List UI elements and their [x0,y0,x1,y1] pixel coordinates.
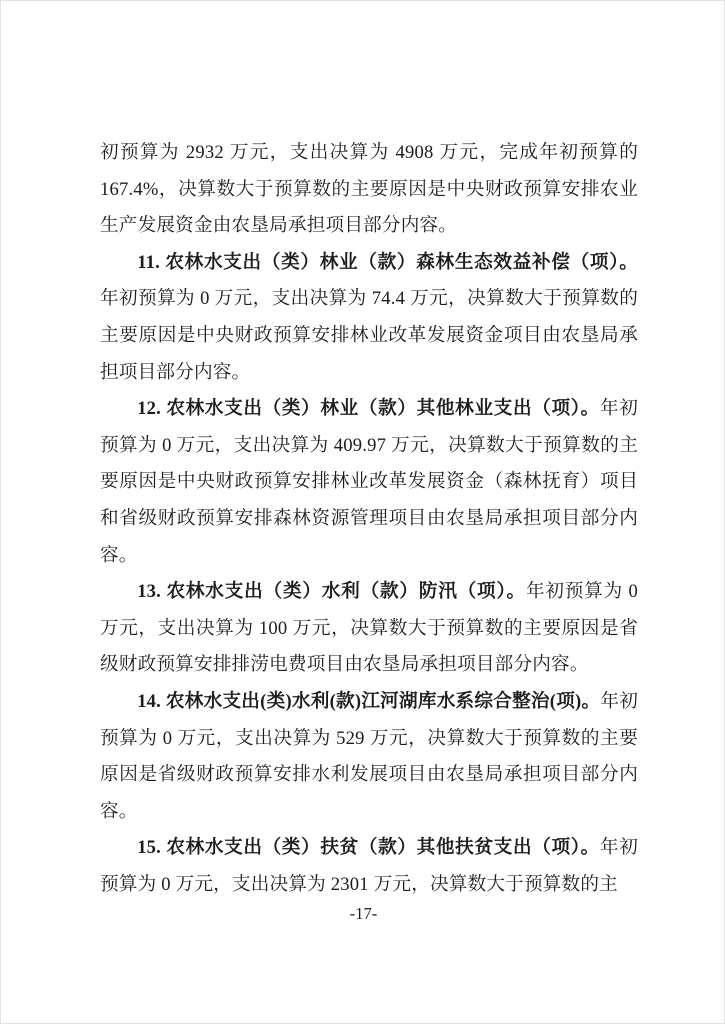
paragraph-heading: 13. 农林水支出（类）水利（款）防汛（项）。 [137,581,526,603]
paragraph-text: 年初预算为 0 万元，支出决算为 409.97 万元，决算数大于预算数的主要原因是中央财政预算安排林业改革发展资金（森林抚育）项目和省级财政预算安排森林资源管理项目由农垦局承担项目部分内容。 [100,398,638,566]
paragraph-text: 年初预算为 0 万元，支出决算为 2301 万元，决算数大于预算数的主 [100,837,638,895]
paragraph-14 [100,684,638,830]
paragraph-heading: 12. 农林水支出（类）林业（款）其他林业支出（项）。 [137,398,600,420]
paragraph-text: 年初预算为 0 万元，支出决算为 100 万元，决算数大于预算数的主要原因是省级财政预算安排排涝电费项目由农垦局承担项目部分内容。 [100,581,638,676]
paragraph-10-continuation [100,135,638,245]
paragraph-heading: 11. 农林水支出（类）林业（款）森林生态效益补偿（项）。 [137,251,638,273]
paragraph-heading: 15. 农林水支出（类）扶贫（款）其他扶贫支出（项）。 [137,837,600,859]
paragraph-11 [100,245,638,391]
page-number: -17- [349,904,378,923]
paragraph-12 [100,391,638,574]
paragraph-heading: 14. 农林水支出(类)水利(款)江河湖库水系综合整治(项)。 [137,690,601,712]
paragraph-text: 年初预算为 0 万元，支出决算为 529 万元，决算数大于预算数的主要原因是省级财政预算安排水利发展项目由农垦局承担项目部分内容。 [100,690,638,822]
paragraph-text: 初预算为 2932 万元，支出决算为 4908 万元，完成年初预算的 167.4%，决算数大于预算数的主要原因是中央财政预算安排农业生产发展资金由农垦局承担项目部分内容。 [100,142,638,237]
document-body [100,135,638,903]
paragraph-15 [100,830,638,903]
paragraph-13 [100,574,638,684]
paragraph-text: 年初预算为 0 万元，支出决算为 74.4 万元，决算数大于预算数的主要原因是中央财政预算安排林业改革发展资金项目由农垦局承担项目部分内容。 [100,288,638,383]
